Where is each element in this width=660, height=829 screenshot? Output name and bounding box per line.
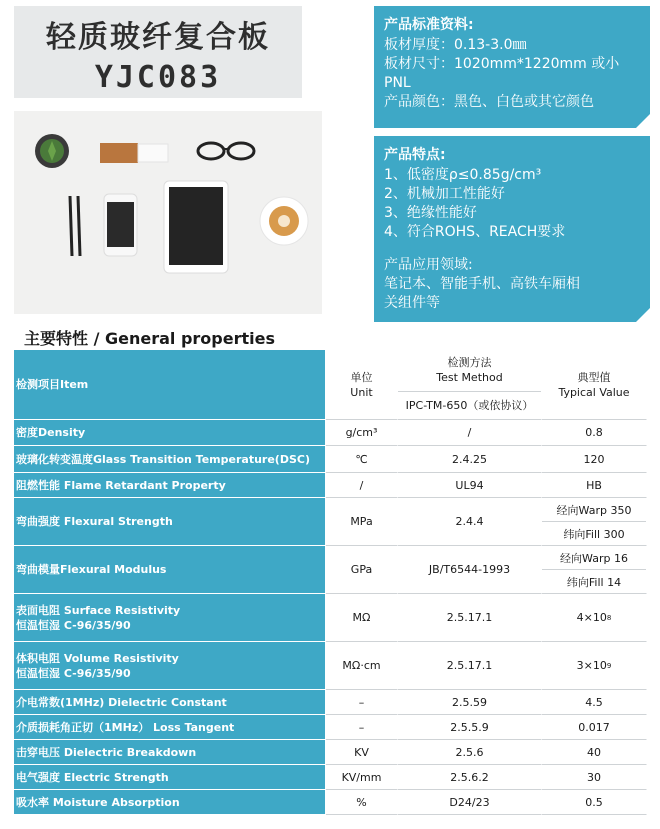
row-method: 2.5.6.2 bbox=[398, 765, 542, 790]
row-method: 2.5.17.1 bbox=[398, 642, 542, 690]
header-typical-en: Typical Value bbox=[558, 385, 630, 399]
standard-info-line: 板材尺寸：1020mm*1220mm 或小 bbox=[384, 56, 620, 72]
header-method-cn: 检测方法 bbox=[447, 356, 492, 370]
row-method: 2.5.6 bbox=[398, 740, 542, 765]
row-item bbox=[14, 642, 326, 690]
row-item-line: 恒温恒湿 C-96/35/90 bbox=[16, 618, 131, 632]
standard-info-line: 板材厚度：0.13-3.0㎜ bbox=[384, 37, 527, 53]
row-item-line: 表面电阻 Surface Resistivity bbox=[16, 603, 181, 617]
product-code: YJC083 bbox=[94, 60, 222, 95]
row-method: 2.5.59 bbox=[398, 690, 542, 715]
row-value: HB bbox=[542, 473, 647, 498]
row-value-fill: 纬向Fill 300 bbox=[542, 521, 646, 545]
row-unit: KV bbox=[326, 740, 398, 765]
row-value bbox=[542, 594, 647, 642]
header-unit-cn: 单位 bbox=[350, 370, 373, 384]
row-item: 密度Density bbox=[14, 420, 326, 446]
row-unit: / bbox=[326, 473, 398, 498]
product-photo bbox=[14, 111, 322, 314]
row-method: 2.5.17.1 bbox=[398, 594, 542, 642]
row-unit: % bbox=[326, 790, 398, 815]
row-value: 30 bbox=[542, 765, 647, 790]
row-unit: GPa bbox=[326, 546, 398, 594]
row-unit: MΩ bbox=[326, 594, 398, 642]
row-unit: – bbox=[326, 690, 398, 715]
application-line: 关组件等 bbox=[384, 295, 440, 311]
value-exponent: 8 bbox=[606, 613, 612, 622]
header-typical-cn: 典型值 bbox=[577, 370, 611, 384]
features-panel bbox=[374, 136, 650, 322]
row-value: 0.8 bbox=[542, 420, 647, 446]
standard-info-heading: 产品标准资料: bbox=[384, 17, 474, 33]
application-heading: 产品应用领域: bbox=[384, 257, 473, 273]
row-value: 40 bbox=[542, 740, 647, 765]
row-value: 120 bbox=[542, 446, 647, 473]
section-title: 主要特性 / General properties bbox=[24, 329, 275, 348]
row-unit: g/cm³ bbox=[326, 420, 398, 446]
row-item: 介电常数(1MHz) Dielectric Constant bbox=[14, 690, 326, 715]
panel-corner bbox=[636, 308, 650, 322]
header-unit bbox=[326, 350, 398, 420]
row-unit: ℃ bbox=[326, 446, 398, 473]
application-line: 笔记本、智能手机、高铁车厢相 bbox=[384, 276, 580, 292]
product-title-cn: 轻质玻纤复合板 bbox=[46, 20, 270, 55]
row-value bbox=[542, 642, 647, 690]
row-unit: KV/mm bbox=[326, 765, 398, 790]
row-item: 击穿电压 Dielectric Breakdown bbox=[14, 740, 326, 765]
row-unit: MPa bbox=[326, 498, 398, 546]
row-value bbox=[542, 498, 647, 546]
header-method bbox=[398, 350, 542, 420]
row-method: / bbox=[398, 420, 542, 446]
row-value-warp: 经向Warp 16 bbox=[560, 551, 628, 565]
features-heading: 产品特点: bbox=[384, 147, 446, 163]
feature-line: 2、机械加工性能好 bbox=[384, 186, 505, 202]
row-item: 玻璃化转变温度Glass Transition Temperature(DSC) bbox=[14, 446, 326, 473]
value-base: 4×10 bbox=[576, 611, 607, 624]
row-item: 吸水率 Moisture Absorption bbox=[14, 790, 326, 815]
panel-corner bbox=[636, 114, 650, 128]
row-method: 2.4.4 bbox=[398, 498, 542, 546]
feature-line: 4、符合ROHS、REACH要求 bbox=[384, 224, 566, 240]
row-item: 电气强度 Electric Strength bbox=[14, 765, 326, 790]
feature-line: 3、绝缘性能好 bbox=[384, 205, 477, 221]
row-unit: MΩ·cm bbox=[326, 642, 398, 690]
row-item: 弯曲模量Flexural Modulus bbox=[14, 546, 326, 594]
row-item: 阻燃性能 Flame Retardant Property bbox=[14, 473, 326, 498]
product-title-box bbox=[14, 6, 302, 98]
header-typical bbox=[542, 350, 647, 420]
row-method: 2.4.25 bbox=[398, 446, 542, 473]
row-value-warp: 经向Warp 350 bbox=[556, 503, 632, 517]
value-exponent: 9 bbox=[606, 661, 612, 670]
header-method-en: Test Method bbox=[436, 371, 503, 385]
row-method: D24/23 bbox=[398, 790, 542, 815]
header-unit-en: Unit bbox=[350, 385, 373, 399]
row-item-line: 体积电阻 Volume Resistivity bbox=[16, 651, 179, 665]
row-unit: – bbox=[326, 715, 398, 740]
row-value-fill: 纬向Fill 14 bbox=[542, 569, 646, 593]
header-item: 检测项目Item bbox=[14, 350, 326, 420]
row-item bbox=[14, 594, 326, 642]
row-value: 0.5 bbox=[542, 790, 647, 815]
row-method: JB/T6544-1993 bbox=[398, 546, 542, 594]
row-item: 弯曲强度 Flexural Strength bbox=[14, 498, 326, 546]
standard-info-line: PNL bbox=[384, 75, 411, 91]
properties-table bbox=[14, 350, 647, 819]
value-base: 3×10 bbox=[576, 659, 607, 672]
standard-info-panel bbox=[374, 6, 650, 128]
standard-info-line: 产品颜色：黑色、白色或其它颜色 bbox=[384, 94, 594, 110]
row-value bbox=[542, 546, 647, 594]
header-method-std: IPC-TM-650（或依协议） bbox=[398, 391, 541, 419]
row-item: 介质损耗角正切（1MHz） Loss Tangent bbox=[14, 715, 326, 740]
row-method: UL94 bbox=[398, 473, 542, 498]
row-method: 2.5.5.9 bbox=[398, 715, 542, 740]
row-value: 4.5 bbox=[542, 690, 647, 715]
row-value: 0.017 bbox=[542, 715, 647, 740]
feature-line: 1、低密度ρ≤0.85g/cm³ bbox=[384, 167, 542, 183]
row-item-line: 恒温恒湿 C-96/35/90 bbox=[16, 666, 131, 680]
